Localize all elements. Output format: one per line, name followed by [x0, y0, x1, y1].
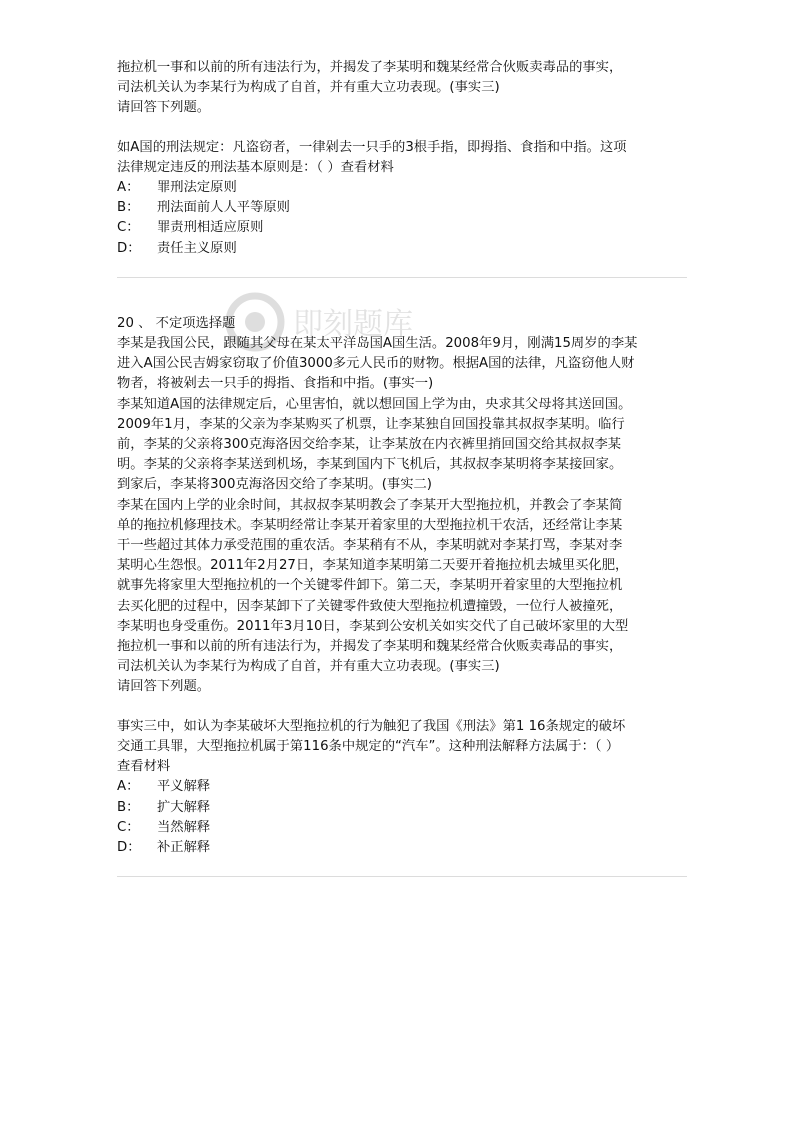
section2-material — [117, 334, 687, 698]
material-line: 物者，将被剁去一只手的拇指、食指和中指。(事实一) — [117, 376, 434, 392]
answer-option[interactable] — [117, 798, 687, 818]
material-line: 2009年1月，李某的父亲为李某购买了机票，让李某独自回国投靠其叔叔李某明。临行 — [117, 416, 625, 432]
material-line: 请回答下列题。 — [117, 679, 211, 695]
section1-question — [117, 138, 687, 178]
option-text: 扩大解释 — [157, 799, 211, 815]
option-key: A： — [117, 779, 140, 795]
material-line: 到家后，李某将300克海洛因交给了李某明。(事实二) — [117, 477, 432, 493]
material-line: 进入A国公民吉姆家窃取了价值3000多元人民币的财物。根据A国的法律，凡盗窃他人财 — [117, 356, 635, 372]
material-line: 请回答下列题。 — [117, 100, 211, 116]
option-text: 罪刑法定原则 — [157, 180, 237, 196]
option-text: 刑法面前人人平等原则 — [157, 200, 290, 216]
material-line: 司法机关认为李某行为构成了自首，并有重大立功表现。(事实三) — [117, 80, 500, 96]
question-line: 交通工具罪，大型拖拉机属于第116条中规定的“汽车”。这种刑法解释方法属于：（ ） — [117, 738, 620, 754]
watermark-text: 即刻题库 — [293, 307, 413, 342]
answer-option[interactable] — [117, 818, 687, 838]
material-line: 拖拉机一事和以前的所有违法行为，并揭发了李某明和魏某经常合伙贩卖毒品的事实， — [117, 60, 623, 75]
section1-material-tail — [117, 58, 687, 119]
option-text: 平义解释 — [157, 779, 211, 795]
option-key: B： — [117, 200, 140, 216]
option-key: B： — [117, 799, 140, 815]
answer-option[interactable] — [117, 239, 687, 259]
question-line: 如A国的刑法规定：凡盗窃者，一律剁去一只手的3根手指，即拇指、食指和中指。这项 — [117, 139, 627, 155]
question-line: 事实三中，如认为李某破坏大型拖拉机的行为触犯了我国《刑法》第1 16条规定的破坏 — [117, 718, 626, 734]
option-key: C： — [117, 819, 140, 835]
material-line: 拖拉机一事和以前的所有违法行为，并揭发了李某明和魏某经常合伙贩卖毒品的事实， — [117, 639, 623, 655]
answer-option[interactable] — [117, 838, 687, 858]
section1-options — [117, 178, 687, 259]
option-key: C： — [117, 220, 140, 236]
material-line: 李某明也身受重伤。2011年3月10日，李某到公安机关如实交代了自己破坏家里的大型 — [117, 618, 629, 634]
document-page — [117, 58, 687, 877]
section2-question — [117, 717, 687, 778]
option-text: 当然解释 — [157, 819, 211, 835]
material-line: 司法机关认为李某行为构成了自首，并有重大立功表现。(事实三) — [117, 659, 500, 675]
option-text: 补正解释 — [157, 839, 211, 855]
question-line: 查看材料 — [117, 759, 171, 775]
material-line: 李某是我国公民，跟随其父母在某太平洋岛国A国生活。2008年9月，刚满15周岁的李某 — [117, 336, 638, 352]
material-line: 前，李某的父亲将300克海洛因交给李某，让李某放在内衣裤里捎回国交给其叔叔李某 — [117, 437, 622, 453]
material-line: 李某知道A国的法律规定后，心里害怕，就以想回国上学为由，央求其父母将其送回国。 — [117, 396, 632, 412]
section2-options — [117, 777, 687, 858]
answer-option[interactable] — [117, 198, 687, 218]
answer-option[interactable] — [117, 218, 687, 238]
material-line: 就事先将家里大型拖拉机的一个关键零件卸下。第二天，李某明开着家里的大型拖拉机 — [117, 578, 623, 594]
material-line: 单的拖拉机修理技术。李某明经常让李某开着家里的大型拖拉机干农活，还经常让李某 — [117, 517, 623, 533]
section2 — [117, 314, 687, 858]
answer-option[interactable] — [117, 178, 687, 198]
option-text: 罪责刑相适应原则 — [157, 220, 264, 236]
section1 — [117, 58, 687, 259]
material-line: 李某在国内上学的业余时间，其叔叔李某明教会了李某开大型拖拉机，并教会了李某简 — [117, 497, 623, 513]
option-key: D： — [117, 240, 141, 256]
material-line: 去买化肥的过程中，因李某卸下了关键零件致使大型拖拉机遭撞毁，一位行人被撞死， — [117, 598, 623, 614]
question-line: 法律规定违反的刑法基本原则是：（ ）查看材料 — [117, 159, 394, 175]
answer-option[interactable] — [117, 777, 687, 797]
material-line: 某明心生怨恨。2011年2月27日，李某知道李某明第二天要开着拖拉机去城里买化肥， — [117, 558, 629, 574]
option-text: 责任主义原则 — [157, 240, 237, 256]
material-line: 明。李某的父亲将李某送到机场，李某到国内下飞机后，其叔叔李某明将李某接回家。 — [117, 457, 623, 473]
question-header: 20 、 不定项选择题 — [117, 315, 236, 331]
option-key: A： — [117, 180, 140, 196]
divider-2 — [117, 876, 687, 877]
material-line: 干一些超过其体力承受范围的重农活。李某稍有不从，李某明就对李某打骂，李某对李 — [117, 538, 623, 554]
option-key: D： — [117, 839, 141, 855]
